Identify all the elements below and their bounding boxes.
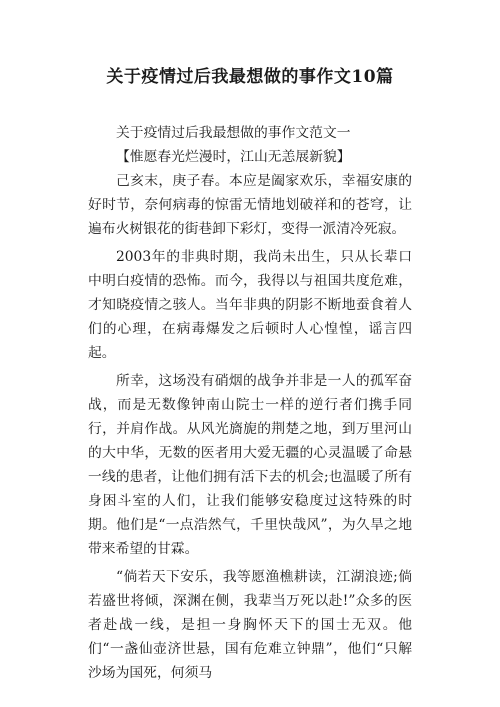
document-title: 关于疫情过后我最想做的事作文10篇 [106, 67, 394, 87]
paragraph-3: 所幸，这场没有硝烟的战争并非是一人的孤军奋战，而是无数像钟南山院士一样的逆行者们携手同行，并肩作战。从风光旖旎的荆楚之地，到万里河山的大中华，无数的医者用大爱无疆的心灵温暖了命悬一线的患者，让他们拥有活下去的机会;也温暖了所有身困斗室的人们，让我们能够安稳度过这特殊的时期。他们是“一点浩然气，千里快哉风”，为久旱之地带来希望的甘霖。 [88, 373, 412, 557]
section-subtitle: 关于疫情过后我最想做的事作文范文一 [116, 125, 351, 141]
paragraph-1: 己亥末，庚子春。本应是阖家欢乐，幸福安康的好时节，奈何病毒的惊雷无情地划破祥和的苍穹，让遍布火树银花的街巷卸下彩灯，变得一派清冷死寂。 [88, 173, 412, 237]
document-body [88, 121, 412, 685]
paragraph-2: 2003年的非典时期，我尚未出生，只从长辈口中明白疫情的恐怖。而今，我得以与祖国共度危难，才知晓疫情之骇人。当年非典的阴影不断地蚕食着人们的心理，在病毒爆发之后顿时人心惶惶，谣言四起。 [88, 249, 412, 361]
paragraph-4: “倘若天下安乐，我等愿渔樵耕读，江湖浪迹;倘若盛世将倾，深渊在侧，我辈当万死以赴!”众多的医者赴战一线，是担一身胸怀天下的国士无双。他们“一盏仙壶济世悬，国有危难立钟鼎”，他们“只解沙场为国死，何须马 [88, 569, 412, 681]
section-motto: 【惟愿春光烂漫时，江山无恙展新貌】 [116, 149, 351, 165]
